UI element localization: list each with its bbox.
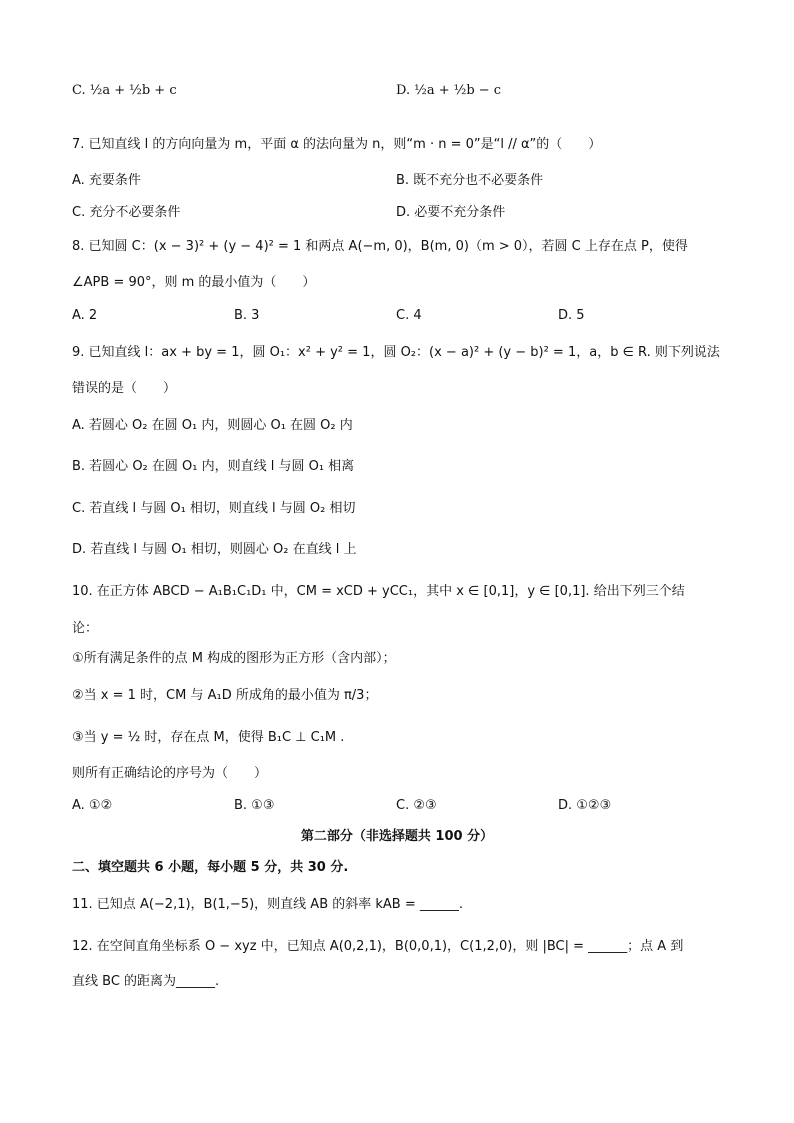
q10-option-b: B. ①③	[234, 798, 275, 813]
q6-option-c: C. ½a + ½b + c	[72, 83, 177, 98]
question-12-line2: 直线 BC 的距离为______.	[72, 974, 220, 989]
q10-statement-1: ①所有满足条件的点 M 构成的图形为正方形（含内部）；	[72, 651, 396, 666]
q10-question: 则所有正确结论的序号为（ ）	[72, 766, 268, 781]
q8-option-a: A. 2	[72, 308, 98, 323]
q7-option-a: A. 充要条件	[72, 173, 141, 188]
q10-option-c: C. ②③	[396, 798, 437, 813]
question-11: 11. 已知点 A(−2,1)，B(1,−5)，则直线 AB 的斜率 kAB = ______.	[72, 897, 464, 912]
q10-statement-3: ③当 y = ½ 时，存在点 M，使得 B₁C ⊥ C₁M .	[72, 730, 345, 745]
q9-option-d: D. 若直线 l 与圆 O₁ 相切，则圆心 O₂ 在直线 l 上	[72, 542, 357, 557]
q8-option-d: D. 5	[558, 308, 585, 323]
q9-option-b: B. 若圆心 O₂ 在圆 O₁ 内，则直线 l 与圆 O₁ 相离	[72, 459, 355, 474]
question-9-stem-line2: 错误的是（ ）	[72, 381, 177, 396]
q7-option-c: C. 充分不必要条件	[72, 205, 181, 220]
q8-option-c: C. 4	[396, 308, 422, 323]
question-7-stem: 7. 已知直线 l 的方向向量为 m，平面 α 的法向量为 n，则“m · n = 0”是“l // α”的（ ）	[72, 137, 602, 152]
question-9-stem-line1: 9. 已知直线 l：ax + by = 1，圆 O₁：x² + y² = 1，圆 O₂：(x − a)² + (y − b)² = 1，a，b ∈ R. 则下列说法	[72, 345, 720, 360]
question-12-line1: 12. 在空间直角坐标系 O − xyz 中，已知点 A(0,2,1)，B(0,0,1)，C(1,2,0)，则 |BC| = ______；点 A 到	[72, 939, 684, 954]
q10-option-a: A. ①②	[72, 798, 113, 813]
q7-option-b: B. 既不充分也不必要条件	[396, 173, 544, 188]
part-2-title: 第二部分（非选择题共 100 分）	[300, 829, 494, 844]
question-10-stem-line1: 10. 在正方体 ABCD − A₁B₁C₁D₁ 中，CM = xCD + yCC₁，其中 x ∈ [0,1]，y ∈ [0,1]. 给出下列三个结	[72, 584, 685, 599]
q8-option-b: B. 3	[234, 308, 260, 323]
q10-option-d: D. ①②③	[558, 798, 612, 813]
q9-option-c: C. 若直线 l 与圆 O₁ 相切，则直线 l 与圆 O₂ 相切	[72, 501, 356, 516]
section-2-title: 二、填空题共 6 小题，每小题 5 分，共 30 分.	[72, 860, 349, 875]
q7-option-d: D. 必要不充分条件	[396, 205, 506, 220]
question-8-stem-line1: 8. 已知圆 C：(x − 3)² + (y − 4)² = 1 和两点 A(−m, 0)，B(m, 0)（m > 0），若圆 C 上存在点 P，使得	[72, 239, 688, 254]
question-8-stem-line2: ∠APB = 90°，则 m 的最小值为（ ）	[72, 275, 316, 290]
q6-option-d: D. ½a + ½b − c	[396, 83, 502, 98]
question-10-stem-line2: 论：	[72, 621, 99, 636]
q10-statement-2: ②当 x = 1 时，CM 与 A₁D 所成角的最小值为 π/3；	[72, 688, 378, 703]
q9-option-a: A. 若圆心 O₂ 在圆 O₁ 内，则圆心 O₁ 在圆 O₂ 内	[72, 418, 353, 433]
